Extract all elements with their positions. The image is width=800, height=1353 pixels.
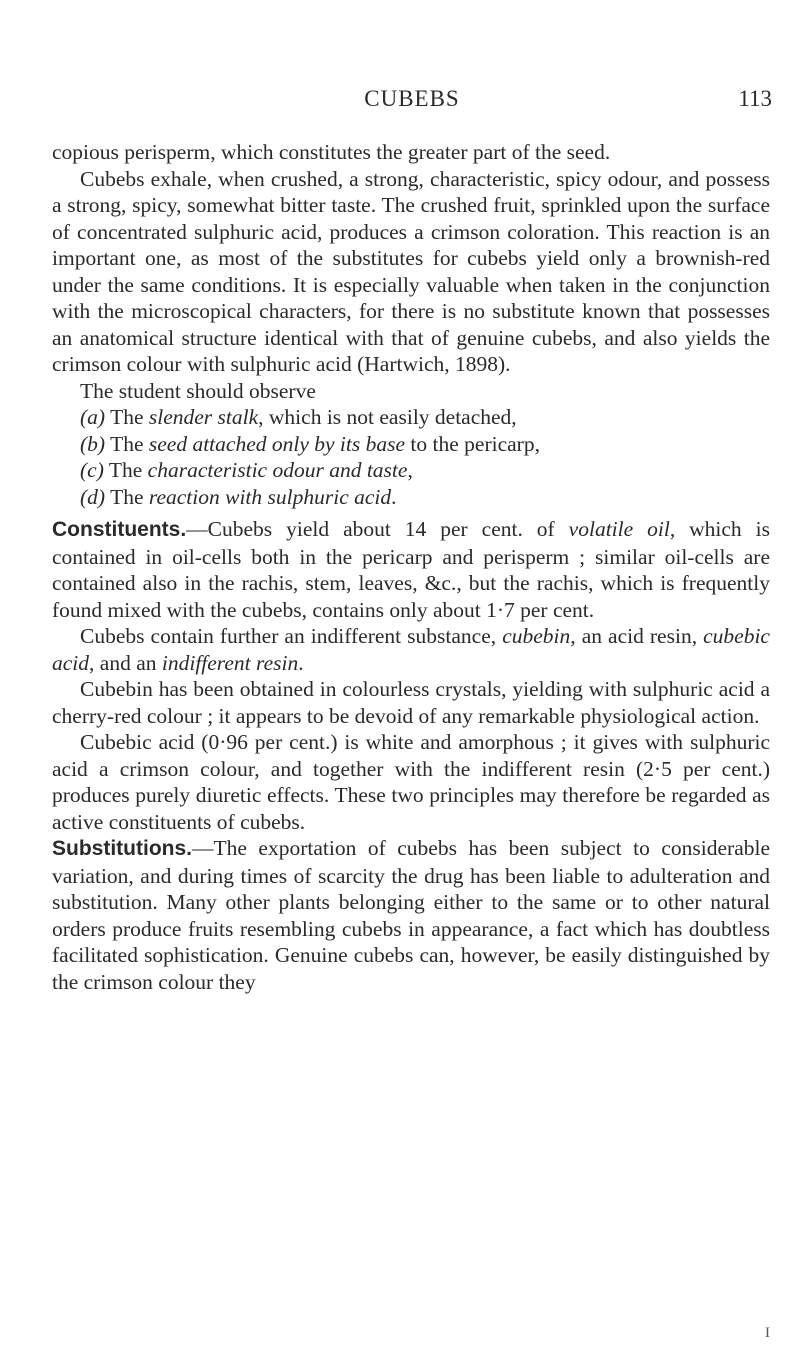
text: —Cubebs yield about 14 per cent. of	[186, 517, 569, 541]
paragraph	[52, 623, 770, 676]
list-label: (a)	[80, 405, 106, 429]
text: —The exportation of cubebs has been subject to considerable variation, and during times of scarcity the drug has been liable to adulteration and substitution. Many other plants belonging either to the same or to other natural orders produce fruits resembling cubebs in appearance, a fact which has doubtless facilitated sophistication. Genuine cubebs can, however, be easily distinguished by the crimson colour they	[52, 836, 770, 994]
list-text: The	[105, 431, 149, 456]
list-item	[52, 404, 770, 431]
emphasis: cubebin	[502, 624, 571, 648]
text: Cubebs contain further an indifferent substance,	[80, 624, 503, 648]
paragraph: Cubebs exhale, when crushed, a strong, characteristic, spicy odour, and possess a strong, spicy, somewhat bitter taste. The crushed fruit, sprinkled upon the surface of concentrated sulphuric acid, produces a crimson coloration. This reaction is an important one, as most of the substitutes for cubebs yield only a brownish-red under the same conditions. It is especially valuable when taken in the conjunction with the microscopical characters, for there is no substitute known that possesses an anatomical structure identical with that of genuine cubebs, and also yields the crimson colour with sulphuric acid (Hartwich, 1898).	[52, 166, 770, 376]
signature-mark: I	[765, 1325, 770, 1341]
paragraph: copious perisperm, which constitutes the greater part of the seed.	[52, 140, 611, 164]
text: , and an	[89, 650, 162, 675]
body-text	[52, 139, 770, 995]
text: , which is contained in oil-cells both in the pericarp and perisperm ; similar oil-cells are contained also in the rachis, stem, leaves, &c., but the rachis, which is frequently found mixed with the cubebs, contains only about 1·7 per cent.	[52, 517, 770, 622]
paragraph	[52, 516, 770, 623]
list-item	[52, 431, 770, 458]
paragraph: Cubebic acid (0·96 per cent.) is white and amorphous ; it gives with sulphuric acid a crimson colour, and together with the indifferent resin (2·5 per cent.) produces purely diuretic effects. These two principles may therefore be regarded as active constituents of cubebs.	[52, 730, 770, 834]
list-text: The	[103, 458, 148, 482]
paragraph: The student should observe	[80, 378, 316, 403]
list-label: (c)	[80, 458, 104, 482]
emphasis: cubebic acid	[52, 624, 770, 675]
list-label: (d)	[80, 484, 106, 509]
list-emphasis: reaction with sulphuric acid	[148, 484, 392, 509]
emphasis: volatile oil	[568, 517, 670, 541]
list-text: The	[105, 405, 149, 429]
list-text: ,	[407, 458, 413, 482]
page-header	[52, 86, 772, 116]
paragraph	[52, 835, 770, 995]
list-item	[52, 484, 770, 511]
section-heading-substitutions: Substitutions.	[52, 837, 192, 860]
list-item	[52, 457, 770, 484]
list-text: , which is not easily detached,	[258, 405, 517, 429]
list-emphasis: characteristic odour and taste	[147, 458, 408, 482]
list-emphasis: slender stalk	[148, 405, 259, 429]
running-head: CUBEBS	[364, 86, 460, 111]
paragraph: Cubebin has been obtained in colourless crystals, yielding with sulphuric acid a cherry-red colour ; it appears to be devoid of any remarkable physiological action.	[52, 677, 770, 728]
list-text: to the pericarp,	[405, 431, 540, 456]
emphasis: indifferent resin	[161, 650, 299, 675]
list-text: The	[105, 484, 149, 509]
section-heading-constituents: Constituents.	[52, 518, 187, 541]
text: , an acid resin,	[570, 624, 704, 648]
page-number: 113	[738, 86, 772, 111]
list-text: .	[391, 484, 397, 509]
list-emphasis: seed attached only by its base	[148, 431, 406, 456]
list-label: (b)	[80, 431, 106, 456]
text: .	[298, 650, 304, 675]
